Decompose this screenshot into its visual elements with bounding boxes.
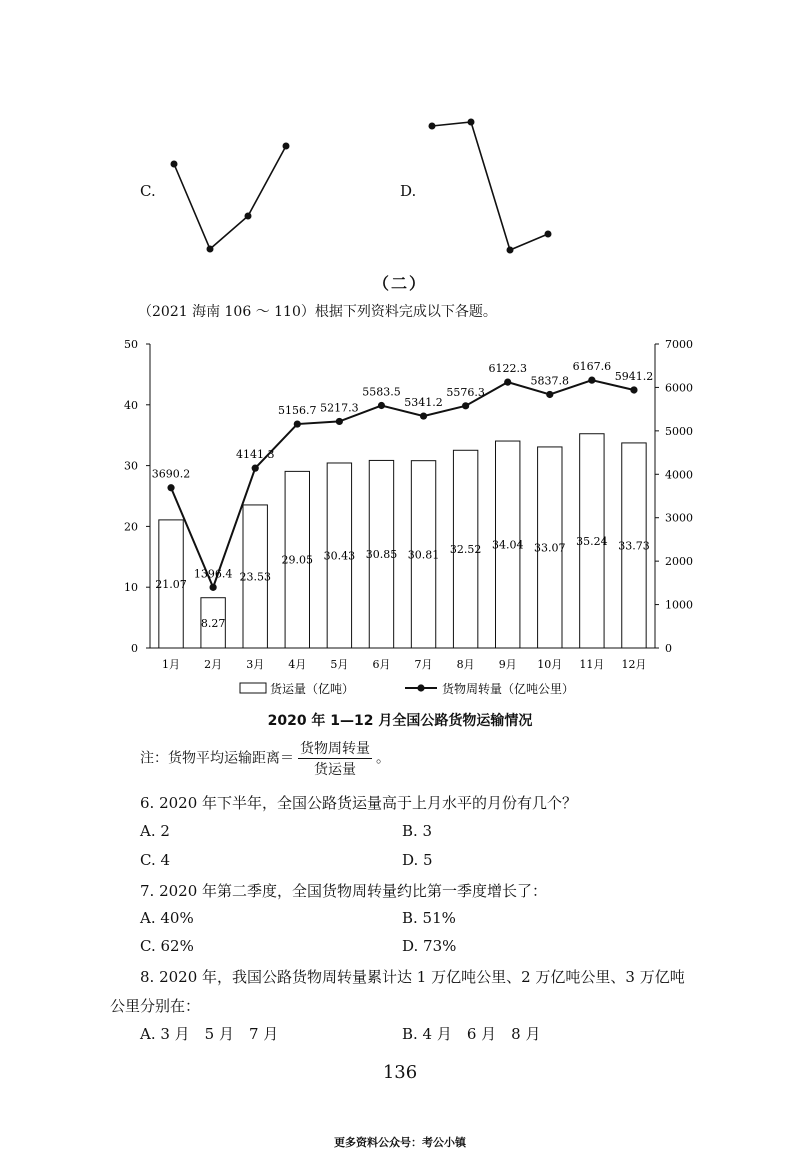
note-numerator: 货物周转量 [298,738,372,759]
category-label: 5月 [330,658,349,671]
left-tick-label: 0 [131,642,138,655]
bar-value-label: 35.24 [576,534,608,548]
question-8-stem-line1: 8. 2020 年，我国公路货物周转量累计达 1 万亿吨公里、2 万亿吨公里、3 万亿吨 [140,968,685,986]
question-7-option-d[interactable]: D. 73% [402,937,457,955]
category-label: 1月 [162,658,181,671]
category-label: 4月 [288,658,307,671]
bar-value-label: 29.05 [281,553,314,567]
question-7-stem: 7. 2020 年第二季度，全国货物周转量约比第一季度增长了： [140,882,548,900]
bar-value-label: 8.27 [200,616,226,630]
turnover-point [336,418,343,425]
question-6-option-c[interactable]: C. 4 [140,851,171,869]
turnover-point [294,420,301,427]
turnover-point [252,465,259,472]
turnover-point [462,402,469,409]
right-tick-label: 1000 [665,598,693,612]
left-tick-label: 30 [124,459,138,473]
turnover-value-label: 5837.8 [530,374,570,388]
question-8-option-b[interactable]: B. 4 月 6 月 8 月 [402,1025,541,1043]
section-title: （二） [372,274,427,293]
bar-value-label: 33.73 [618,539,650,553]
bar-value-label: 30.85 [365,548,398,562]
bar-value-label: 32.52 [449,543,482,557]
question-6-option-a[interactable]: A. 2 [140,822,170,840]
note [140,738,390,779]
option-d-linechart [420,110,560,260]
option-d-label: D. [400,182,417,200]
right-tick-label: 5000 [665,424,693,438]
option-c-label: C. [140,182,156,200]
right-tick-label: 4000 [665,468,693,482]
question-6-stem: 6. 2020 年下半年，全国公路货运量高于上月水平的月份有几个？ [140,794,578,812]
bar-value-label: 21.07 [155,577,187,591]
turnover-value-label: 5576.3 [446,385,485,399]
question-6-option-d[interactable]: D. 5 [402,851,433,869]
turnover-value-label: 5341.2 [404,396,443,410]
turnover-point [504,379,511,386]
category-label: 6月 [372,658,391,671]
category-label: 12月 [621,658,647,671]
question-7-option-c[interactable]: C. 62% [140,937,194,955]
chart-title: 2020 年 1—12 月全国公路货物运输情况 [267,713,533,729]
category-label: 10月 [537,658,563,671]
turnover-value-label: 1396.4 [193,567,233,581]
category-label: 3月 [246,658,265,671]
left-tick-label: 20 [124,520,138,534]
legend-line-marker [417,684,424,691]
turnover-value-label: 3690.2 [151,467,191,481]
page-number: 136 [382,1062,418,1083]
turnover-value-label: 5941.2 [614,369,654,383]
category-label: 2月 [204,658,223,671]
turnover-point [167,484,174,491]
turnover-value-label: 5156.7 [278,404,317,418]
turnover-value-label: 6122.3 [488,362,527,376]
question-7-option-b[interactable]: B. 51% [402,909,456,927]
turnover-point [210,584,217,591]
turnover-point [546,391,553,398]
category-label: 11月 [579,658,605,671]
legend-bar-swatch [240,683,266,693]
bar-value-label: 23.53 [239,570,271,584]
turnover-point [378,402,385,409]
right-tick-label: 6000 [665,381,693,395]
turnover-value-label: 5583.5 [362,385,401,399]
note-fraction [298,738,372,779]
legend-bar-label: 货运量（亿吨） [270,682,355,696]
question-8-stem-line2: 公里分别在： [110,997,201,1015]
turnover-line [171,380,634,587]
bar-value-label: 33.07 [534,541,566,555]
note-suffix: 。 [376,750,390,767]
category-label: 7月 [414,658,433,671]
right-tick-label: 0 [665,642,672,655]
question-6-option-b[interactable]: B. 3 [402,822,433,840]
legend-line-label: 货物周转量（亿吨公里） [442,682,575,696]
turnover-value-label: 6167.6 [572,360,612,374]
freight-chart [100,330,720,710]
option-c-linechart [160,135,300,260]
note-prefix: 注：货物平均运输距离＝ [140,750,294,767]
bar-value-label: 30.81 [407,548,440,562]
question-8-option-a[interactable]: A. 3 月 5 月 7 月 [140,1025,279,1043]
intro-text: （2021 海南 106 ～ 110）根据下列资料完成以下各题。 [138,304,497,320]
bar-value-label: 34.04 [491,538,524,552]
turnover-value-label: 5217.3 [320,401,359,415]
category-label: 9月 [498,658,517,671]
right-tick-label: 3000 [665,511,693,525]
footer-text: 更多资料公众号：考公小镇 [334,1136,466,1149]
right-tick-label: 7000 [665,338,693,351]
question-7-option-a[interactable]: A. 40% [140,909,194,927]
left-tick-label: 10 [124,581,138,595]
turnover-value-label: 4141.3 [235,448,275,462]
left-tick-label: 40 [124,398,138,412]
turnover-point [630,386,637,393]
turnover-point [420,412,427,419]
turnover-point [588,377,595,384]
bar-value-label: 30.43 [323,549,356,563]
category-label: 8月 [456,658,475,671]
left-tick-label: 50 [124,338,138,351]
right-tick-label: 2000 [665,555,693,569]
note-denominator: 货运量 [314,762,356,778]
